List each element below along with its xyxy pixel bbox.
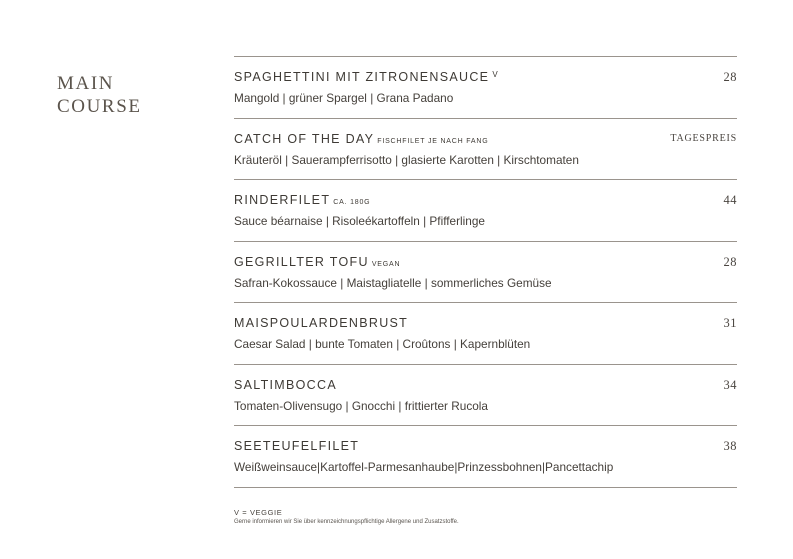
item-description: Caesar Salad | bunte Tomaten | Croûtons | Kapernblüten (234, 337, 531, 351)
item-name-text: RINDERFILET (234, 193, 331, 207)
item-description: Kräuteröl | Sauerampferrisotto | glasierte Karotten | Kirschtomaten (234, 152, 579, 167)
item-price: 44 (723, 193, 737, 207)
item-description: Weißweinsauce|Kartoffel-Parmesanhaube|Prinzessbohnen|Pancettachip (234, 460, 614, 474)
item-price: 28 (723, 254, 737, 269)
item-name (234, 378, 337, 392)
menu-item-maispoulardenbrust (234, 303, 737, 365)
item-name-text: CATCH OF THE DAY (234, 131, 375, 146)
item-note: V (492, 70, 499, 79)
allergen-note: Gerne informieren wir Sie über kennzeichnungspflichtige Allergene und Zusatzstoffe. (234, 519, 459, 525)
item-name-text: SPAGHETTINI MIT ZITRONENSAUCE (234, 70, 490, 84)
item-description: Tomaten-Olivensugo | Gnocchi | frittierter Rucola (234, 398, 488, 413)
item-name (234, 255, 400, 269)
menu-item-seeteufelfilet (234, 426, 737, 488)
item-name (234, 193, 370, 207)
item-name (234, 70, 498, 84)
veggie-legend: V = VEGGIE (234, 508, 283, 517)
item-note: VEGAN (371, 260, 401, 268)
section-title (57, 72, 142, 118)
item-description: Mangold | grüner Spargel | Grana Padano (234, 91, 454, 105)
item-name-text: SEETEUFELFILET (234, 439, 360, 453)
item-note: CA. 180G (333, 199, 371, 206)
item-price: 31 (723, 316, 737, 330)
item-name (234, 132, 489, 146)
footer (234, 508, 737, 525)
item-price: 28 (723, 70, 737, 84)
item-price: 38 (723, 439, 737, 453)
item-name (234, 316, 408, 330)
section-title-line-1: MAIN (57, 73, 115, 94)
item-description: Sauce béarnaise | Risoleékartoffeln | Pfifferlinge (234, 214, 485, 228)
item-description: Safran-Kokossauce | Maistagliatelle | sommerliches Gemüse (234, 275, 552, 290)
menu-item-saltimbocca (234, 365, 737, 427)
menu-item-rinderfilet (234, 180, 737, 242)
item-name-text: MAISPOULARDENBRUST (234, 316, 409, 330)
item-name-text: GEGRILLTER TOFU (234, 254, 369, 269)
item-note: FISCHFILET JE NACH FANG (377, 137, 489, 145)
menu-list (234, 56, 737, 488)
menu-item-spaghettini (234, 57, 737, 119)
item-price: TAGESPREIS (670, 132, 737, 144)
item-price: 34 (723, 377, 737, 392)
menu-item-gegrillter-tofu (234, 242, 737, 304)
item-name-text: SALTIMBOCCA (234, 377, 337, 392)
item-name (234, 439, 359, 453)
menu-item-catch-of-the-day (234, 119, 737, 181)
section-title-line-2: COURSE (57, 96, 142, 117)
